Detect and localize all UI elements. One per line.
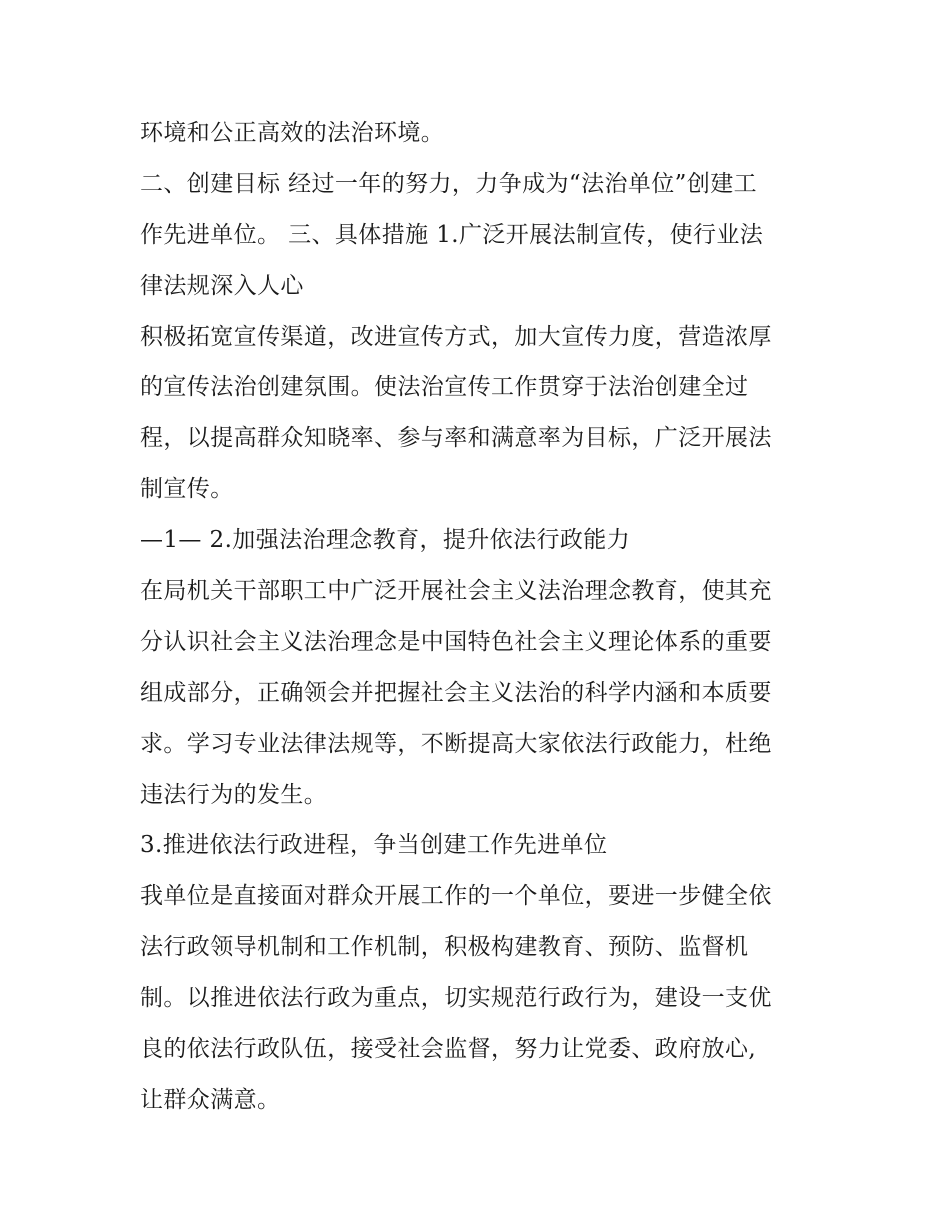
text-line: 的宣传法治创建氛围。使法治宣传工作贯穿于法治创建全过 xyxy=(140,374,749,401)
text-line: 让群众满意。 xyxy=(140,1086,281,1113)
text-line: 3.推进依法行政进程，争当创建工作先进单位 xyxy=(140,832,608,859)
text-line: 求。学习专业法律法规等，不断提高大家依法行政能力，杜绝 xyxy=(140,730,772,757)
text-line: 二、创建目标 经过一年的努力，力争成为“法治单位”创建工 xyxy=(140,170,758,197)
text-line: 程，以提高群众知晓率、参与率和满意率为目标，广泛开展法 xyxy=(140,425,772,452)
text-line: 组成部分，正确领会并把握社会主义法治的科学内涵和本质要 xyxy=(140,679,772,706)
text-line: 良的依法行政队伍，接受社会监督，努力让党委、政府放心, xyxy=(140,1036,757,1063)
text-line: —1— 2.加强法治理念教育，提升依法行政能力 xyxy=(140,527,631,554)
text-line: 律法规深入人心 xyxy=(140,272,304,299)
text-line: 作先进单位。 三、具体措施 1.广泛开展法制宣传，使行业法 xyxy=(140,221,764,248)
text-line: 环境和公正高效的法治环境。 xyxy=(140,120,445,146)
text-line: 法行政领导机制和工作机制，积极构建教育、预防、监督机 xyxy=(140,934,749,961)
text-line: 制。以推进依法行政为重点，切实规范行政行为，建设一支优 xyxy=(140,985,772,1012)
text-line: 分认识社会主义法治理念是中国特色社会主义理论体系的重要 xyxy=(140,628,772,655)
text-line: 制宣传。 xyxy=(140,476,234,503)
text-line: 在局机关干部职工中广泛开展社会主义法治理念教育，使其充 xyxy=(140,578,772,605)
text-line: 积极拓宽宣传渠道，改进宣传方式，加大宣传力度，营造浓厚 xyxy=(140,323,772,350)
text-line: 违法行为的发生。 xyxy=(140,781,328,808)
document-body xyxy=(140,108,820,1126)
text-line: 我单位是直接面对群众开展工作的一个单位，要进一步健全依 xyxy=(140,883,772,910)
